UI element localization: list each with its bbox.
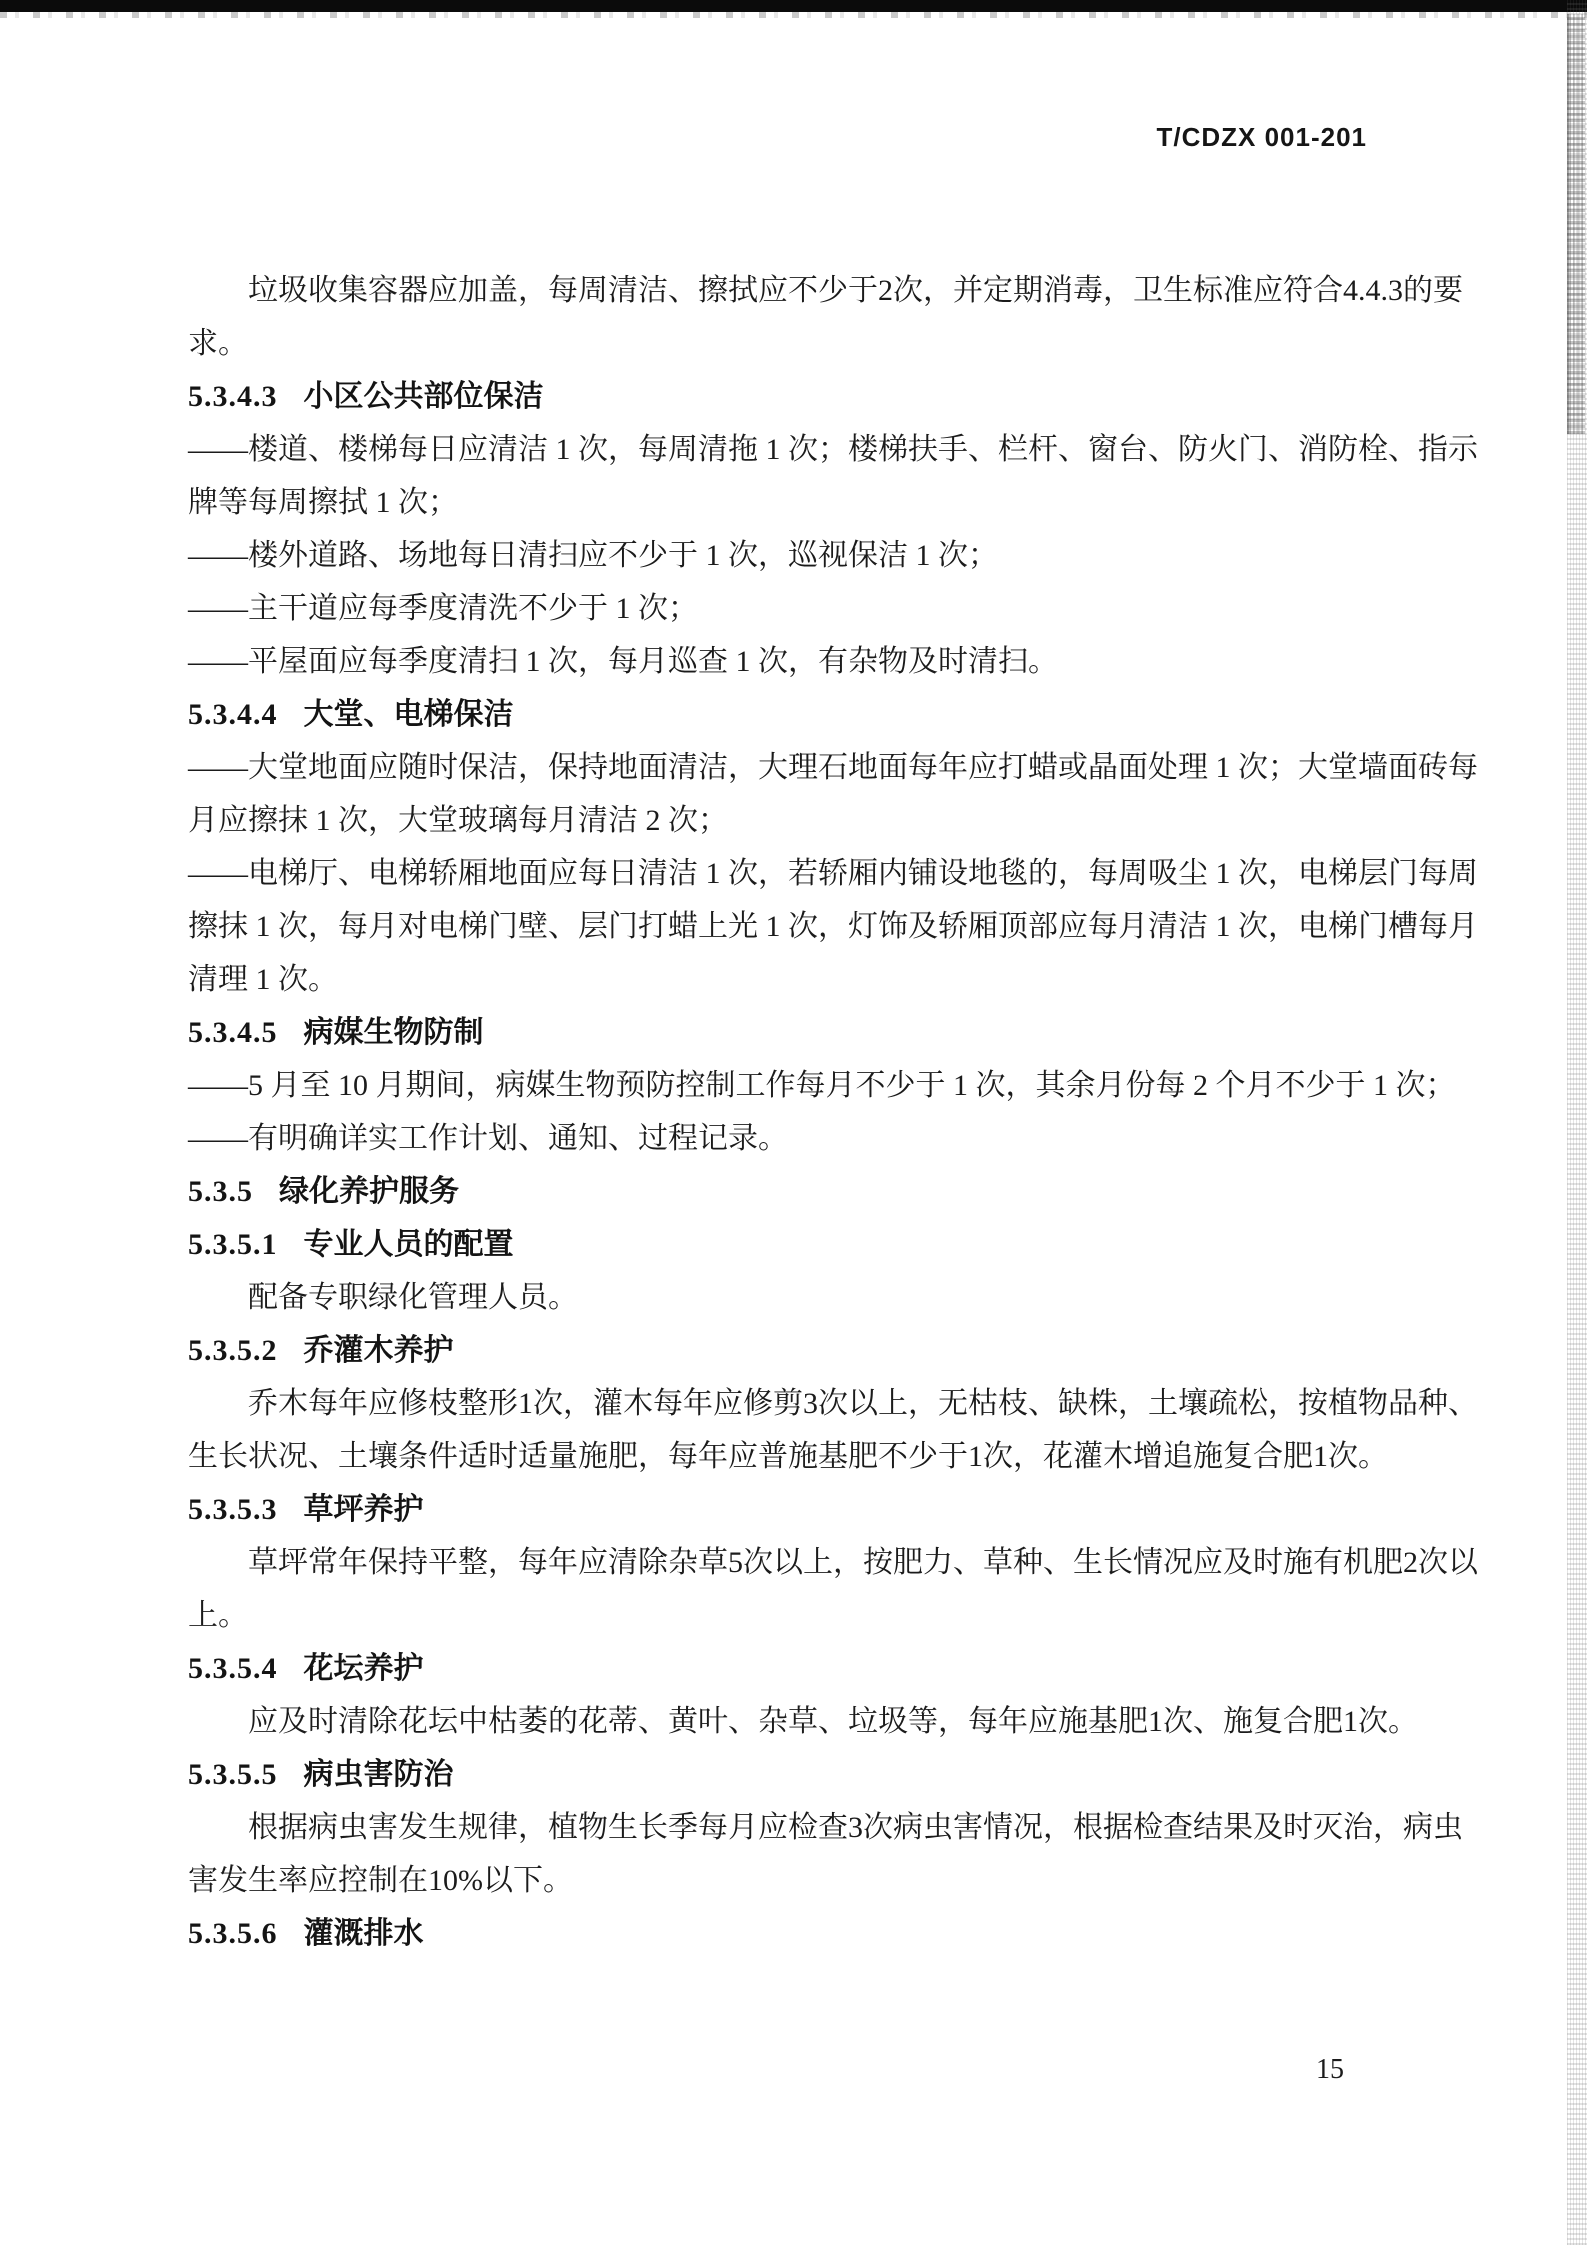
clause-title: 大堂、电梯保洁 <box>303 698 514 731</box>
section-heading <box>188 1218 1468 1271</box>
clause-title: 灌溉排水 <box>303 1917 424 1950</box>
clause-title: 绿化养护服务 <box>279 1175 459 1208</box>
section-heading <box>188 1324 1468 1377</box>
text-line: 月应擦抹 1 次，大堂玻璃每月清洁 2 次； <box>188 804 728 837</box>
clause-title: 花坛养护 <box>303 1652 424 1685</box>
section-heading <box>188 1006 1468 1059</box>
section-heading <box>188 688 1468 741</box>
document-code-header: T/CDZX 001-201 <box>1156 122 1367 152</box>
text-line: ——楼道、楼梯每日应清洁 1 次，每周清拖 1 次；楼梯扶手、栏杆、窗台、防火门、消防栓、指示 <box>188 433 1478 466</box>
clause-title: 草坪养护 <box>303 1493 424 1526</box>
text-line: ——楼外道路、场地每日清扫应不少于 1 次，巡视保洁 1 次； <box>188 539 998 572</box>
clause-number: 5.3.5.1 <box>188 1228 278 1261</box>
clause-number: 5.3.5.4 <box>188 1652 278 1685</box>
section-heading <box>188 1483 1468 1536</box>
clause-number: 5.3.4.3 <box>188 380 278 413</box>
section-heading <box>188 1748 1468 1801</box>
clause-number: 5.3.5 <box>188 1175 253 1208</box>
clause-number: 5.3.4.4 <box>188 698 278 731</box>
clause-title: 专业人员的配置 <box>303 1228 514 1261</box>
text-line: ——主干道应每季度清洗不少于 1 次； <box>188 592 698 625</box>
clause-title: 乔灌木养护 <box>303 1334 454 1367</box>
text-line: 应及时清除花坛中枯萎的花蒂、黄叶、杂草、垃圾等，每年应施基肥1次、施复合肥1次。 <box>248 1705 1418 1738</box>
text-line: 配备专职绿化管理人员。 <box>248 1281 578 1314</box>
scan-artifact-right-dense-noise <box>1567 14 1585 434</box>
text-line: 垃圾收集容器应加盖，每周清洁、擦拭应不少于2次，并定期消毒，卫生标准应符合4.4.3的要 <box>248 274 1463 307</box>
section-heading <box>188 1165 1468 1218</box>
clause-title: 小区公共部位保洁 <box>303 380 544 413</box>
clause-number: 5.3.5.2 <box>188 1334 278 1367</box>
text-line: 草坪常年保持平整，每年应清除杂草5次以上，按肥力、草种、生长情况应及时施有机肥2次以 <box>248 1546 1478 1579</box>
page-number: 15 <box>1316 2054 1344 2085</box>
text-line: 上。 <box>188 1599 248 1632</box>
clause-number: 5.3.5.5 <box>188 1758 278 1791</box>
section-heading <box>188 370 1468 423</box>
text-line: ——电梯厅、电梯轿厢地面应每日清洁 1 次，若轿厢内铺设地毯的，每周吸尘 1 次，电梯层门每周 <box>188 857 1478 890</box>
section-heading <box>188 1642 1468 1695</box>
text-line: ——5 月至 10 月期间，病媒生物预防控制工作每月不少于 1 次，其余月份每 2 个月不少于 1 次； <box>188 1069 1456 1102</box>
clause-number: 5.3.5.6 <box>188 1917 278 1950</box>
clause-number: 5.3.5.3 <box>188 1493 278 1526</box>
text-line: 求。 <box>188 327 248 360</box>
clause-number: 5.3.4.5 <box>188 1016 278 1049</box>
text-line: ——有明确详实工作计划、通知、过程记录。 <box>188 1122 788 1155</box>
text-line: 擦抹 1 次，每月对电梯门壁、层门打蜡上光 1 次，灯饰及轿厢顶部应每月清洁 1 次，电梯门槽每月 <box>188 910 1478 943</box>
text-line: 根据病虫害发生规律，植物生长季每月应检查3次病虫害情况，根据检查结果及时灭治，病虫 <box>248 1811 1463 1844</box>
text-line: 牌等每周擦拭 1 次； <box>188 486 458 519</box>
scan-artifact-top-edge <box>0 0 1587 12</box>
text-line: 害发生率应控制在10%以下。 <box>188 1864 573 1897</box>
text-line: 清理 1 次。 <box>188 963 338 996</box>
text-line: ——大堂地面应随时保洁，保持地面清洁，大理石地面每年应打蜡或晶面处理 1 次；大堂墙面砖每 <box>188 751 1478 784</box>
scan-artifact-top-noise <box>0 12 1587 18</box>
section-heading <box>188 1907 1468 1960</box>
clause-title: 病媒生物防制 <box>303 1016 484 1049</box>
text-line: ——平屋面应每季度清扫 1 次，每月巡查 1 次，有杂物及时清扫。 <box>188 645 1058 678</box>
clause-title: 病虫害防治 <box>303 1758 454 1791</box>
text-line: 生长状况、土壤条件适时适量施肥，每年应普施基肥不少于1次，花灌木增追施复合肥1次。 <box>188 1440 1388 1473</box>
text-line: 乔木每年应修枝整形1次，灌木每年应修剪3次以上，无枯枝、缺株，土壤疏松，按植物品种、 <box>248 1387 1478 1420</box>
document-lines <box>188 264 1478 1960</box>
